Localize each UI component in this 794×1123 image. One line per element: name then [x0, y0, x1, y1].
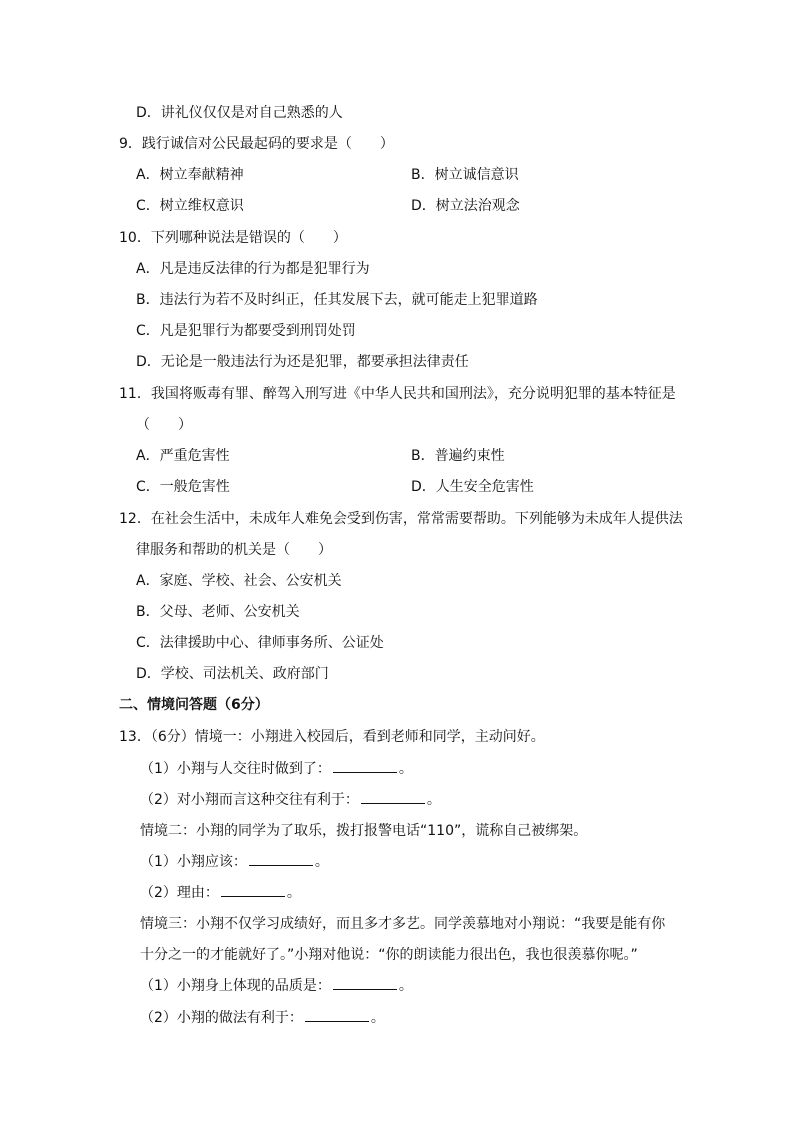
q11-option-c: C．一般危害性	[136, 479, 230, 495]
q9-option-c: C．树立维权意识	[136, 198, 244, 214]
answer-blank[interactable]	[305, 1008, 369, 1022]
q12-stem-line1: 12．在社会生活中，未成年人难免会受到伤害，常常需要帮助。下列能够为未成年人提供法	[119, 511, 683, 527]
q11-stem-line1: 11．我国将贩毒有罪、醉驾入刑写进《中华人民共和国刑法》，充分说明犯罪的基本特征是	[119, 386, 676, 402]
q10-option-c: C．凡是犯罪行为都要受到刑罚处罚	[136, 323, 356, 339]
period: 。	[398, 978, 413, 994]
q13-scenario3-question2	[140, 1008, 385, 1028]
q11-stem-line2: （ ）	[136, 417, 192, 433]
q9-option-b: B．树立诚信意识	[411, 167, 519, 183]
question-text: （1）小翔应该：	[140, 854, 247, 870]
answer-blank[interactable]	[333, 759, 397, 773]
q13-scenario3-line2: 十分之一的才能就好了。”小翔对他说：“你的朗读能力很出色，我也很羡慕你呢。”	[140, 947, 638, 963]
period: 。	[370, 1010, 385, 1026]
q13-intro: 13．（6分）情境一：小翔进入校园后，看到老师和同学，主动问好。	[119, 729, 545, 745]
q13-scenario3-question1	[140, 976, 413, 996]
q12-option-a: A．家庭、学校、社会、公安机关	[136, 573, 342, 589]
q12-stem-line2: 律服务和帮助的机关是（ ）	[136, 542, 332, 558]
question-text: （2）理由：	[140, 885, 219, 901]
q12-option-c: C．法律援助中心、律师事务所、公证处	[136, 635, 384, 651]
q10-option-b: B．违法行为若不及时纠正，任其发展下去，就可能走上犯罪道路	[136, 292, 538, 308]
period: 。	[398, 761, 413, 777]
answer-blank[interactable]	[221, 883, 285, 897]
q13-scenario2-question1	[140, 852, 329, 872]
q13-scenario3-line1: 情境三：小翔不仅学习成绩好，而且多才多艺。同学羡慕地对小翔说：“我要是能有你	[140, 916, 666, 932]
q13-scenario1-question2	[140, 790, 441, 810]
q12-option-b: B．父母、老师、公安机关	[136, 604, 300, 620]
q10-stem: 10．下列哪种说法是错误的（ ）	[119, 230, 347, 246]
answer-blank[interactable]	[249, 852, 313, 866]
q9-option-a: A．树立奉献精神	[136, 167, 244, 183]
question-text: （2）对小翔而言这种交往有利于：	[140, 792, 359, 808]
q13-scenario2-question2	[140, 883, 301, 903]
q12-option-d: D．学校、司法机关、政府部门	[136, 666, 329, 682]
answer-blank[interactable]	[333, 976, 397, 990]
q13-scenario2-intro: 情境二：小翔的同学为了取乐，拨打报警电话“110”，谎称自己被绑架。	[140, 823, 588, 839]
answer-blank[interactable]	[361, 790, 425, 804]
period: 。	[286, 885, 301, 901]
q10-option-d: D．无论是一般违法行为还是犯罪，都要承担法律责任	[136, 354, 469, 370]
q11-option-a: A．严重危害性	[136, 448, 230, 464]
period: 。	[426, 792, 441, 808]
q9-stem: 9．践行诚信对公民最起码的要求是（ ）	[119, 136, 394, 152]
q9-option-d: D．树立法治观念	[411, 198, 520, 214]
question-text: （1）小翔与人交往时做到了：	[140, 761, 331, 777]
q13-scenario1-question1	[140, 759, 413, 779]
q10-option-a: A．凡是违反法律的行为都是犯罪行为	[136, 261, 370, 277]
period: 。	[314, 854, 329, 870]
section-2-heading: 二、情境问答题（6分）	[119, 697, 269, 713]
question-text: （1）小翔身上体现的品质是：	[140, 978, 331, 994]
q11-option-b: B．普遍约束性	[411, 448, 505, 464]
q8-option-d: D．讲礼仪仅仅是对自己熟悉的人	[136, 105, 343, 121]
question-text: （2）小翔的做法有利于：	[140, 1010, 303, 1026]
q11-option-d: D．人生安全危害性	[411, 479, 534, 495]
